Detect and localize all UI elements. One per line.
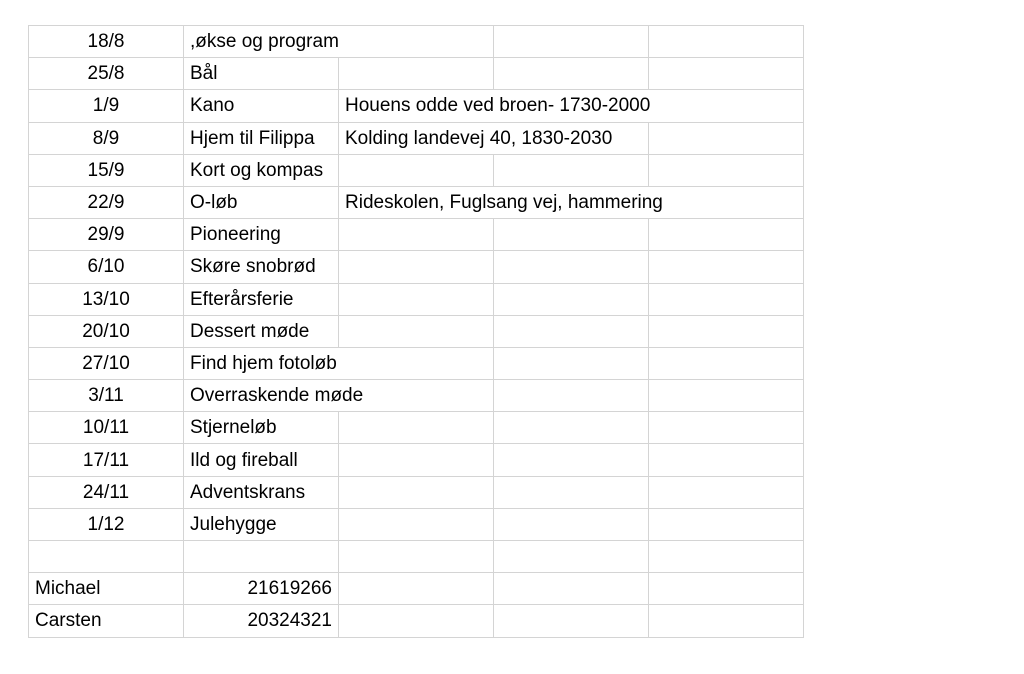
table-row <box>29 26 804 58</box>
note-cell[interactable] <box>339 283 494 315</box>
empty-cell[interactable] <box>494 412 649 444</box>
empty-cell[interactable] <box>494 605 649 637</box>
table-row <box>29 508 804 540</box>
empty-cell[interactable] <box>649 380 804 412</box>
date-cell[interactable]: 1/12 <box>29 508 184 540</box>
date-cell[interactable]: 13/10 <box>29 283 184 315</box>
empty-cell[interactable] <box>649 315 804 347</box>
empty-cell[interactable] <box>184 541 339 573</box>
empty-cell[interactable] <box>494 508 649 540</box>
note-text: Kolding landevej 40, 1830-2030 <box>345 127 613 149</box>
empty-cell[interactable] <box>494 58 649 90</box>
note-cell[interactable] <box>339 251 494 283</box>
contact-phone-cell[interactable]: 21619266 <box>184 573 339 605</box>
date-cell[interactable]: 6/10 <box>29 251 184 283</box>
date-cell[interactable]: 24/11 <box>29 476 184 508</box>
date-cell[interactable]: 17/11 <box>29 444 184 476</box>
empty-cell[interactable] <box>494 541 649 573</box>
date-cell[interactable]: 3/11 <box>29 380 184 412</box>
note-cell[interactable] <box>339 444 494 476</box>
activity-cell[interactable]: Skøre snobrød <box>184 251 339 283</box>
table-row <box>29 380 804 412</box>
activity-cell[interactable]: Stjerneløb <box>184 412 339 444</box>
activity-cell[interactable] <box>184 26 339 58</box>
empty-cell[interactable] <box>339 573 494 605</box>
empty-cell[interactable] <box>494 251 649 283</box>
empty-cell[interactable] <box>649 251 804 283</box>
empty-cell[interactable] <box>494 283 649 315</box>
empty-cell[interactable] <box>649 347 804 379</box>
date-cell[interactable]: 25/8 <box>29 58 184 90</box>
empty-cell[interactable] <box>339 541 494 573</box>
empty-cell[interactable] <box>649 476 804 508</box>
table-row <box>29 251 804 283</box>
empty-cell[interactable] <box>649 122 804 154</box>
note-cell[interactable] <box>339 26 494 58</box>
activity-cell[interactable]: Julehygge <box>184 508 339 540</box>
date-cell[interactable]: 22/9 <box>29 186 184 218</box>
table-row <box>29 412 804 444</box>
note-cell[interactable] <box>339 315 494 347</box>
activity-cell[interactable]: Dessert møde <box>184 315 339 347</box>
empty-cell[interactable] <box>649 412 804 444</box>
table-row <box>29 122 804 154</box>
note-cell[interactable] <box>339 186 663 218</box>
table-row <box>29 541 804 573</box>
empty-cell[interactable] <box>649 283 804 315</box>
activity-cell[interactable]: Kort og kompas <box>184 154 339 186</box>
activity-cell[interactable]: Kano <box>184 90 339 122</box>
note-cell[interactable] <box>339 219 494 251</box>
empty-cell[interactable] <box>494 573 649 605</box>
note-cell[interactable] <box>339 58 494 90</box>
empty-cell[interactable] <box>649 508 804 540</box>
empty-cell[interactable] <box>649 541 804 573</box>
empty-cell[interactable] <box>494 26 649 58</box>
empty-cell[interactable] <box>649 219 804 251</box>
date-cell[interactable]: 8/9 <box>29 122 184 154</box>
date-cell[interactable]: 27/10 <box>29 347 184 379</box>
table-row <box>29 186 804 218</box>
note-text: Houens odde ved broen- 1730-2000 <box>345 95 651 117</box>
contact-name-cell[interactable]: Carsten <box>29 605 184 637</box>
activity-cell[interactable]: Hjem til Filippa <box>184 122 339 154</box>
table-row <box>29 476 804 508</box>
contact-phone-cell[interactable]: 20324321 <box>184 605 339 637</box>
date-cell[interactable]: 18/8 <box>29 26 184 58</box>
empty-cell[interactable] <box>494 219 649 251</box>
table-row <box>29 219 804 251</box>
date-cell[interactable]: 15/9 <box>29 154 184 186</box>
contact-row <box>29 605 804 637</box>
activity-cell[interactable] <box>184 380 364 412</box>
empty-cell[interactable] <box>649 605 804 637</box>
empty-cell[interactable] <box>649 154 804 186</box>
activity-cell[interactable]: O-løb <box>184 186 339 218</box>
note-cell[interactable] <box>339 347 494 379</box>
empty-cell[interactable] <box>649 90 804 122</box>
table-row <box>29 90 804 122</box>
empty-cell[interactable] <box>494 315 649 347</box>
empty-cell[interactable] <box>494 444 649 476</box>
empty-cell[interactable] <box>649 58 804 90</box>
empty-cell[interactable] <box>29 541 184 573</box>
table-row <box>29 315 804 347</box>
date-cell[interactable]: 10/11 <box>29 412 184 444</box>
note-cell[interactable] <box>339 412 494 444</box>
activity-cell[interactable]: Ild og fireball <box>184 444 339 476</box>
empty-cell[interactable] <box>339 605 494 637</box>
note-cell[interactable] <box>339 154 494 186</box>
note-cell[interactable] <box>339 90 651 122</box>
activity-text: Overraskende møde <box>190 385 364 407</box>
table-row <box>29 347 804 379</box>
date-cell[interactable]: 20/10 <box>29 315 184 347</box>
note-text: Rideskolen, Fuglsang vej, hammering <box>345 192 663 214</box>
empty-cell[interactable] <box>494 380 649 412</box>
empty-cell[interactable] <box>494 154 649 186</box>
note-cell[interactable] <box>339 122 613 154</box>
activity-text: ,økse og program <box>190 31 339 53</box>
schedule-table <box>28 25 804 638</box>
empty-cell[interactable] <box>649 573 804 605</box>
date-cell[interactable]: 29/9 <box>29 219 184 251</box>
contact-name-cell[interactable]: Michael <box>29 573 184 605</box>
empty-cell[interactable] <box>494 476 649 508</box>
table-row <box>29 58 804 90</box>
note-cell[interactable] <box>339 476 494 508</box>
activity-cell[interactable]: Adventskrans <box>184 476 339 508</box>
date-cell[interactable]: 1/9 <box>29 90 184 122</box>
activity-cell[interactable]: Pioneering <box>184 219 339 251</box>
contact-row <box>29 573 804 605</box>
spreadsheet <box>28 25 803 638</box>
note-cell[interactable] <box>339 508 494 540</box>
activity-text: Find hjem fotoløb <box>190 352 337 374</box>
empty-cell[interactable] <box>649 444 804 476</box>
empty-cell[interactable] <box>494 347 649 379</box>
table-row <box>29 283 804 315</box>
activity-cell[interactable] <box>184 347 339 379</box>
empty-cell[interactable] <box>649 186 804 218</box>
activity-cell[interactable]: Efterårsferie <box>184 283 339 315</box>
table-row <box>29 444 804 476</box>
empty-cell[interactable] <box>649 26 804 58</box>
activity-cell[interactable]: Bål <box>184 58 339 90</box>
table-row <box>29 154 804 186</box>
